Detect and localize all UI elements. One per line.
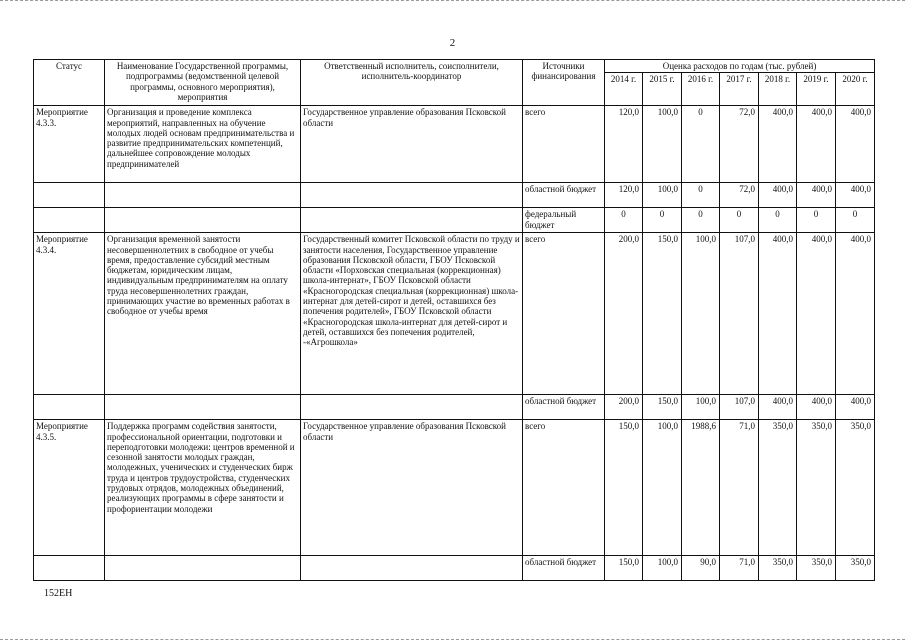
scan-edge-bottom (0, 636, 905, 640)
table-row (34, 556, 875, 581)
value-cell: 0 (797, 208, 836, 233)
name-cell (105, 208, 301, 233)
header-row (34, 60, 875, 73)
header-executor: Ответственный исполнитель, соисполнители, исполнитель-координатор (301, 60, 523, 106)
status-cell (34, 183, 105, 208)
value-cell: 71,0 (720, 420, 759, 556)
status-cell: Мероприятие 4.3.5. (34, 420, 105, 556)
value-cell: 0 (643, 208, 682, 233)
value-cell: 107,0 (720, 233, 759, 395)
value-cell: 150,0 (605, 556, 643, 581)
page-number: 2 (449, 37, 456, 49)
source-cell: областной бюджет (523, 556, 605, 581)
value-cell: 400,0 (759, 233, 797, 395)
table-row (34, 420, 875, 556)
header-status: Статус (34, 60, 105, 106)
value-cell: 0 (682, 208, 720, 233)
value-cell: 400,0 (797, 395, 836, 420)
header-year: 2018 г. (759, 73, 797, 106)
value-cell: 100,0 (682, 395, 720, 420)
value-cell: 400,0 (797, 233, 836, 395)
footer-code: 152ЕН (44, 588, 73, 599)
source-cell: всего (523, 420, 605, 556)
name-cell: Организация временной занятости несовершеннолетних в свободное от учебы время, предоставление субсидий местным бюджетам, юридическим лицам, индивидуальным предпринимателям на оплату труда несовершеннолетних граждан, принимающих участие во временных работах в свободное от учебы время (105, 233, 301, 395)
executor-cell (301, 183, 523, 208)
value-cell: 400,0 (797, 106, 836, 183)
scan-edge-top (0, 0, 905, 3)
value-cell: 400,0 (836, 395, 875, 420)
executor-cell: Государственный комитет Псковской области по труду и занятости населения, Государственное управление образования Псковской области, ГБОУ Псковской области «Порховская специальная (коррекционная) школа-интернат», ГБОУ Псковской области «Красногородская специальная (коррекционная) школа-интернат для детей-сирот и детей, оставшихся без попечения родителей», ГБОУ Псковской области «Красногородская школа-интернат для детей-сирот и детей, оставшихся без попечения родителей, -«Агрошкола» (301, 233, 523, 395)
value-cell: 71,0 (720, 556, 759, 581)
header-year: 2016 г. (682, 73, 720, 106)
value-cell: 400,0 (797, 183, 836, 208)
value-cell: 350,0 (759, 556, 797, 581)
budget-table (33, 59, 875, 581)
header-year: 2014 г. (605, 73, 643, 106)
source-cell: областной бюджет (523, 183, 605, 208)
header-year: 2019 г. (797, 73, 836, 106)
source-cell: областной бюджет (523, 395, 605, 420)
header-estimate: Оценка расходов по годам (тыс. рублей) (605, 60, 875, 73)
status-cell (34, 208, 105, 233)
value-cell: 350,0 (797, 556, 836, 581)
value-cell: 120,0 (605, 106, 643, 183)
value-cell: 400,0 (759, 183, 797, 208)
value-cell: 400,0 (759, 106, 797, 183)
value-cell: 350,0 (836, 420, 875, 556)
value-cell: 0 (682, 183, 720, 208)
value-cell: 72,0 (720, 106, 759, 183)
value-cell: 0 (682, 106, 720, 183)
name-cell (105, 183, 301, 208)
value-cell: 100,0 (643, 106, 682, 183)
value-cell: 350,0 (797, 420, 836, 556)
value-cell: 400,0 (759, 395, 797, 420)
value-cell: 0 (759, 208, 797, 233)
value-cell: 100,0 (643, 420, 682, 556)
value-cell: 350,0 (759, 420, 797, 556)
value-cell: 1988,6 (682, 420, 720, 556)
table-row (34, 183, 875, 208)
status-cell: Мероприятие 4.3.3. (34, 106, 105, 183)
executor-cell (301, 208, 523, 233)
name-cell: Поддержка программ содействия занятости, профессиональной ориентации, подготовки и переподготовки молодежи: центров временной и сезонной занятости молодых граждан, молодежных, ученических и студенческих бирж труда и центров трудоустройства, студенческих трудовых отрядов, молодежных объединений, реализующих программы в сфере занятости и профориентации молодежи (105, 420, 301, 556)
value-cell: 350,0 (836, 556, 875, 581)
name-cell: Организация и проведение комплекса мероприятий, направленных на обучение молодых людей основам предпринимательства и развитие предпринимательских компетенций, дальнейшее сопровождение молодых предпринимателей (105, 106, 301, 183)
value-cell: 150,0 (643, 233, 682, 395)
value-cell: 90,0 (682, 556, 720, 581)
value-cell: 400,0 (836, 183, 875, 208)
value-cell: 120,0 (605, 183, 643, 208)
table-row (34, 106, 875, 183)
value-cell: 150,0 (605, 420, 643, 556)
value-cell: 200,0 (605, 233, 643, 395)
value-cell: 400,0 (836, 106, 875, 183)
source-cell: всего (523, 233, 605, 395)
value-cell: 72,0 (720, 183, 759, 208)
executor-cell: Государственное управление образования Псковской области (301, 106, 523, 183)
table-row (34, 208, 875, 233)
value-cell: 107,0 (720, 395, 759, 420)
status-cell (34, 395, 105, 420)
name-cell (105, 395, 301, 420)
status-cell (34, 556, 105, 581)
executor-cell (301, 556, 523, 581)
header-name: Наименование Государственной программы, подпрограммы (ведомственной целевой программы, основного мероприятия), мероприятия (105, 60, 301, 106)
value-cell: 0 (605, 208, 643, 233)
table-row (34, 395, 875, 420)
name-cell (105, 556, 301, 581)
header-sources: Источники финансирования (523, 60, 605, 106)
source-cell: всего (523, 106, 605, 183)
value-cell: 400,0 (836, 233, 875, 395)
status-cell: Мероприятие 4.3.4. (34, 233, 105, 395)
header-year: 2020 г. (836, 73, 875, 106)
source-cell: федеральный бюджет (523, 208, 605, 233)
executor-cell (301, 395, 523, 420)
header-year: 2015 г. (643, 73, 682, 106)
value-cell: 0 (720, 208, 759, 233)
value-cell: 150,0 (643, 395, 682, 420)
value-cell: 100,0 (682, 233, 720, 395)
header-year: 2017 г. (720, 73, 759, 106)
value-cell: 0 (836, 208, 875, 233)
value-cell: 100,0 (643, 556, 682, 581)
value-cell: 100,0 (643, 183, 682, 208)
value-cell: 200,0 (605, 395, 643, 420)
table-row (34, 233, 875, 395)
executor-cell: Государственное управление образования Псковской области (301, 420, 523, 556)
